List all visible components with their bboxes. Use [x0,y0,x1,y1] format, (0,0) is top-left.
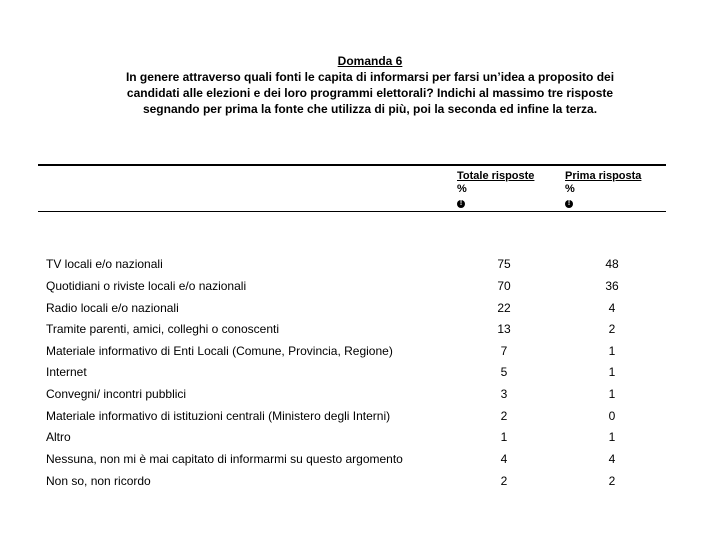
row-first-value: 0 [608,409,616,423]
table-row [0,430,720,448]
row-total-value: 1 [500,430,508,444]
row-first-value: 2 [608,474,616,488]
question-text-line: In genere attraverso quali fonti le capita di informarsi per farsi un’idea a proposito dei [125,70,615,84]
row-label: Materiale informativo di Enti Locali (Comune, Provincia, Regione) [46,344,393,358]
row-total-value: 5 [500,365,508,379]
row-total-value: 3 [500,387,508,401]
row-first-value: 1 [608,387,616,401]
row-total-value: 4 [500,452,508,466]
row-total-value: 70 [497,279,511,293]
row-total-value: 22 [497,301,511,315]
row-total-value: 75 [497,257,511,271]
column-header-unit: % [457,183,467,195]
row-first-value: 2 [608,322,616,336]
row-first-value: 4 [608,301,616,315]
info-marker-icon: ! [565,200,573,208]
question-text-line: candidati alle elezioni e dei loro programmi elettorali? Indichi al massimo tre risposte [126,86,614,100]
row-first-value: 1 [608,344,616,358]
column-header-total [457,170,534,209]
row-first-value: 48 [605,257,619,271]
row-label: TV locali e/o nazionali [46,257,163,271]
table-row [0,279,720,297]
column-header-first [565,170,641,209]
row-label: Radio locali e/o nazionali [46,301,179,315]
column-header-label: Prima risposta [565,170,642,182]
column-header-label: Totale risposte [457,170,535,182]
row-first-value: 1 [608,430,616,444]
table-top-rule [38,164,666,166]
table-row [0,387,720,405]
table-row [0,452,720,470]
table-row [0,301,720,319]
row-total-value: 2 [500,474,508,488]
table-row [0,474,720,492]
row-label: Internet [46,365,87,379]
row-total-value: 13 [497,322,511,336]
row-label: Quotidiani o riviste locali e/o nazionali [46,279,247,293]
row-label: Nessuna, non mi è mai capitato di informarmi su questo argomento [46,452,403,466]
question-text-line: segnando per prima la fonte che utilizza di più, poi la seconda ed infine la terza. [142,102,598,116]
row-label: Altro [46,430,71,444]
row-first-value: 1 [608,365,616,379]
table-header-rule [38,211,666,212]
table-row [0,409,720,427]
row-label: Non so, non ricordo [46,474,151,488]
row-total-value: 7 [500,344,508,358]
row-total-value: 2 [500,409,508,423]
table-row [0,257,720,275]
row-label: Tramite parenti, amici, colleghi o conoscenti [46,322,279,336]
question-number: Domanda 6 [337,54,403,68]
table-row [0,322,720,340]
row-first-value: 4 [608,452,616,466]
table-row [0,365,720,383]
row-label: Materiale informativo di istituzioni centrali (Ministero degli Interni) [46,409,391,423]
column-header-unit: % [565,183,575,195]
row-label: Convegni/ incontri pubblici [46,387,187,401]
info-marker-icon: ! [457,200,465,208]
row-first-value: 36 [605,279,619,293]
table-row [0,344,720,362]
question-title [70,53,670,117]
